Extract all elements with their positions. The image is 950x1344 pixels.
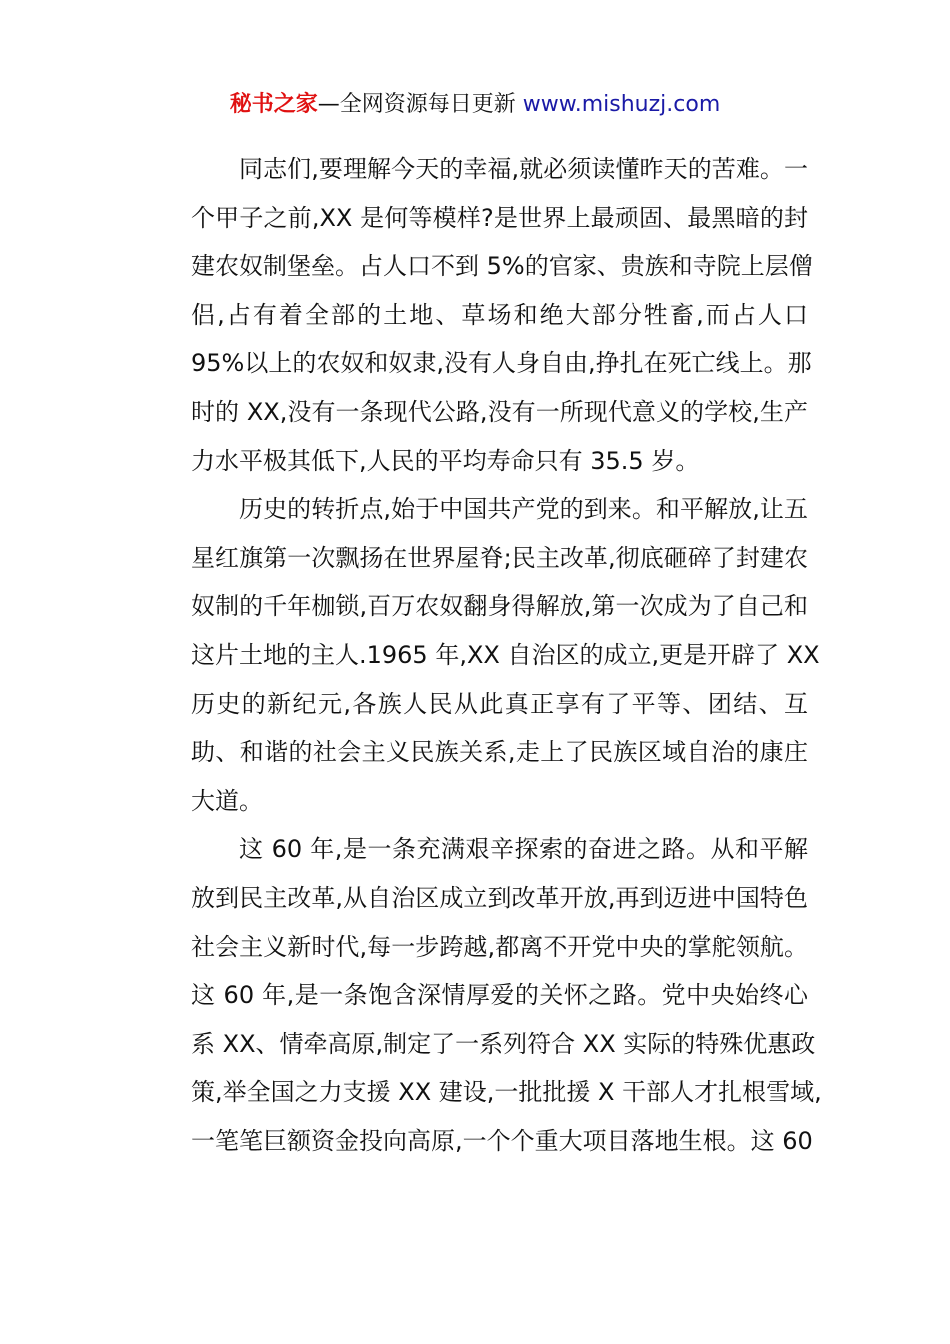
- text-line: 建农奴制堡垒。占人口不到 5%的官家、贵族和寺院上层僧: [191, 252, 813, 281]
- text-line: 大道。: [191, 786, 263, 815]
- text-line: 时的 XX,没有一条现代公路,没有一所现代意义的学校,生产: [191, 397, 808, 426]
- text-line: 个甲子之前,XX 是何等模样?是世界上最顽固、最黑暗的封: [191, 203, 808, 232]
- brand-name: 秘书之家: [229, 92, 318, 117]
- text-line: 一笔笔巨额资金投向高原,一个个重大项目落地生根。这 60: [191, 1126, 813, 1155]
- site-url-link[interactable]: www.mishuzj.com: [522, 92, 721, 117]
- text-line: 星红旗第一次飘扬在世界屋脊;民主改革,彻底砸碎了封建农: [191, 543, 808, 572]
- page-header: [0, 88, 950, 122]
- paragraph-1: [143, 145, 813, 485]
- text-line: 系 XX、情牵高原,制定了一系列符合 XX 实际的特殊优惠政: [191, 1029, 816, 1058]
- paragraph-3: [143, 825, 822, 1165]
- text-line: 放到民主改革,从自治区成立到改革开放,再到迈进中国特色: [191, 883, 808, 912]
- text-line: 策,举全国之力支援 XX 建设,一批批援 X 干部人才扎根雪域,: [191, 1078, 822, 1107]
- text-line: 力水平极其低下,人民的平均寿命只有 35.5 岁。: [191, 446, 700, 475]
- text-line: 历史的转折点,始于中国共产党的到来。和平解放,让五: [239, 495, 808, 524]
- paragraph-2: [143, 485, 820, 825]
- text-line: 历史的新纪元,各族人民从此真正享有了平等、团结、互: [191, 689, 808, 718]
- text-line: 这 60 年,是一条充满艰辛探索的奋进之路。从和平解: [239, 835, 808, 864]
- text-line: 95%以上的农奴和奴隶,没有人身自由,挣扎在死亡线上。那: [191, 349, 812, 378]
- text-line: 社会主义新时代,每一步跨越,都离不开党中央的掌舵领航。: [191, 932, 808, 961]
- text-line: 同志们,要理解今天的幸福,就必须读懂昨天的苦难。一: [239, 155, 808, 183]
- text-line: 奴制的千年枷锁,百万农奴翻身得解放,第一次成为了自己和: [191, 592, 808, 621]
- text-line: 这 60 年,是一条饱含深情厚爱的关怀之路。党中央始终心: [191, 981, 808, 1010]
- text-line: 侣,占有着全部的土地、草场和绝大部分牲畜,而占人口: [191, 300, 808, 329]
- text-line: 这片土地的主人.1965 年,XX 自治区的成立,更是开辟了 XX: [191, 640, 820, 669]
- document-body: [143, 145, 822, 1165]
- header-slogan: —全网资源每日更新: [317, 92, 516, 117]
- text-line: 助、和谐的社会主义民族关系,走上了民族区域自治的康庄: [191, 738, 808, 767]
